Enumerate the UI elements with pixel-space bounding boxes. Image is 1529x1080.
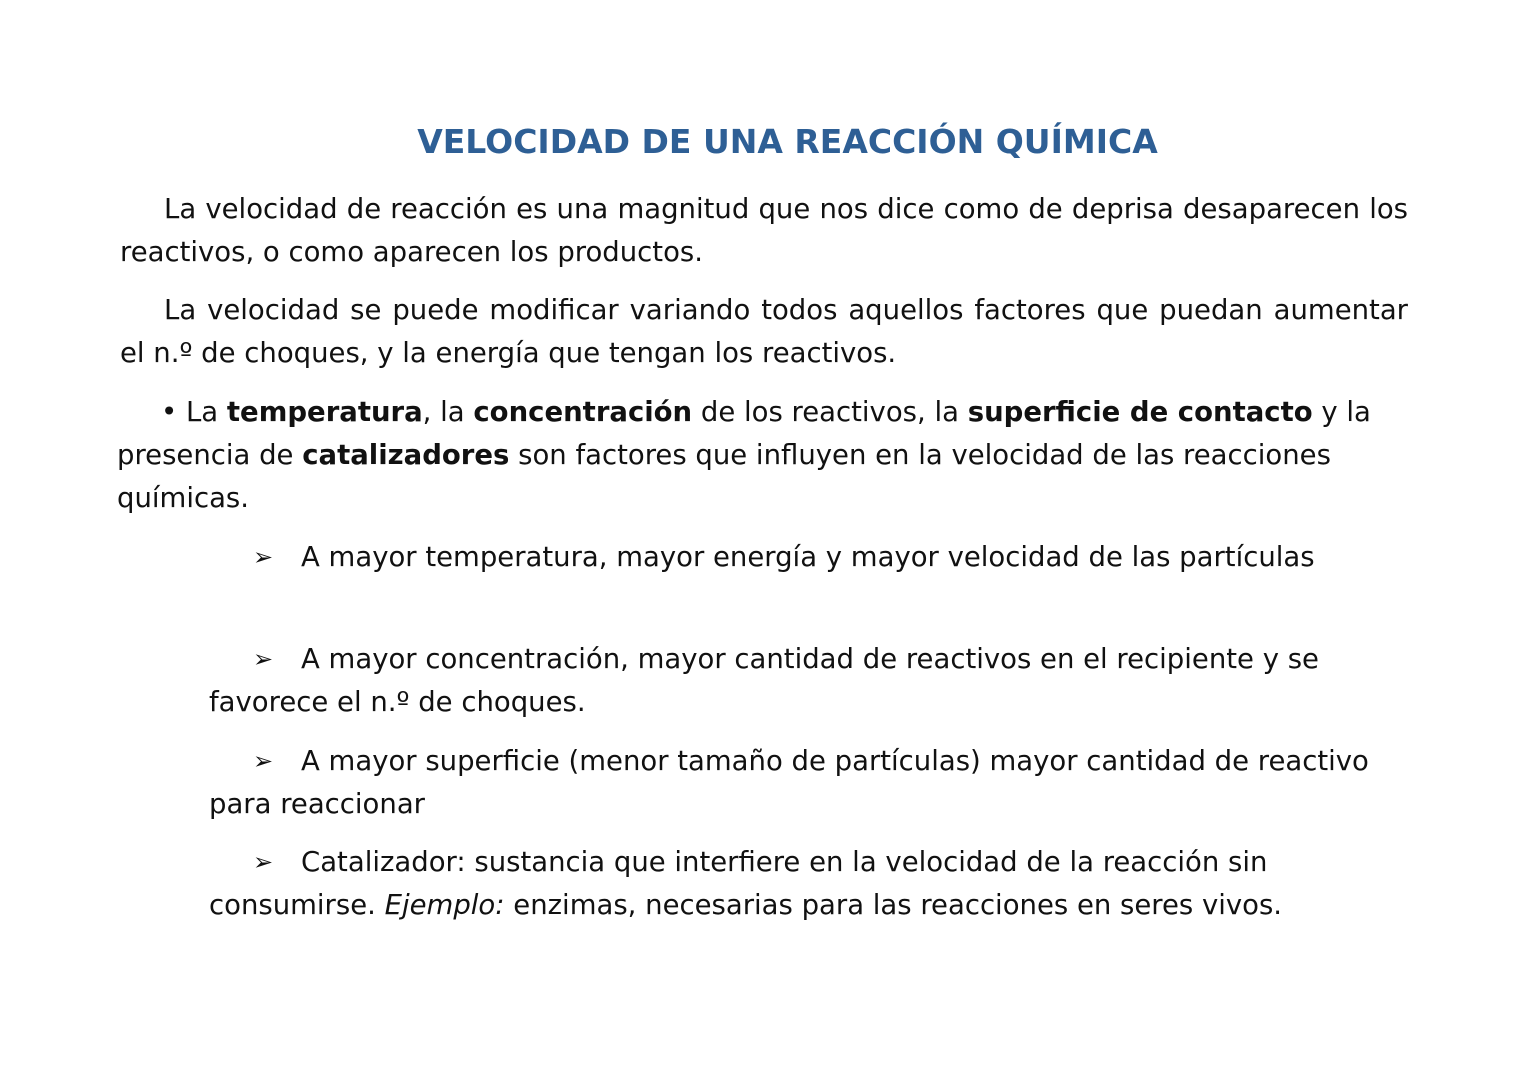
bullet-text: La <box>185 396 227 428</box>
bullet-text: de los reactivos, la <box>692 396 968 428</box>
bullet-text: y la presencia de <box>117 396 1371 471</box>
arrow-bullet-icon: ➢ <box>253 543 274 571</box>
subpoint-text: A mayor concentración, mayor cantidad de reactivos en el recipiente y se favorece el n.º de choques. <box>209 643 1319 718</box>
bullet-factors <box>117 391 1407 520</box>
subpoint-text: A mayor superficie (menor tamaño de partículas) mayor cantidad de reactivo para reaccionar <box>209 745 1369 820</box>
bullet-dot: • <box>161 396 178 428</box>
bullet-text: son factores que influyen en la velocidad de las reacciones químicas. <box>117 439 1331 514</box>
subpoint-text: Catalizador: sustancia que interfiere en la velocidad de la reacción sin consumirse. <box>209 846 1268 921</box>
term-catalizadores: catalizadores <box>302 439 510 471</box>
subpoint-concentration <box>209 638 1394 724</box>
arrow-bullet-icon: ➢ <box>253 848 274 876</box>
arrow-bullet-icon: ➢ <box>253 747 274 775</box>
paragraph-definition: La velocidad de reacción es una magnitud que nos dice como de deprisa desaparecen los reactivos, o como aparecen los productos. <box>120 193 1408 268</box>
subpoint-text: enzimas, necesarias para las reacciones en seres vivos. <box>504 889 1283 921</box>
example-label: Ejemplo: <box>384 889 505 921</box>
term-superficie: superficie de contacto <box>967 396 1313 428</box>
subpoint-text: A mayor temperatura, mayor energía y mayor velocidad de las partículas <box>301 541 1315 573</box>
arrow-bullet-icon: ➢ <box>253 645 274 673</box>
term-temperatura: temperatura <box>226 396 423 428</box>
term-concentracion: concentración <box>473 396 693 428</box>
subpoint-temperature <box>209 536 1394 579</box>
bullet-text: , la <box>422 396 474 428</box>
subpoint-surface <box>209 740 1394 826</box>
subpoint-catalyst <box>209 841 1394 927</box>
page-title: VELOCIDAD DE UNA REACCIÓN QUÍMICA <box>417 122 1158 161</box>
paragraph-modification: La velocidad se puede modificar variando todos aquellos factores que puedan aumentar el n.º de choques, y la energía que tengan los reactivos. <box>120 294 1408 369</box>
